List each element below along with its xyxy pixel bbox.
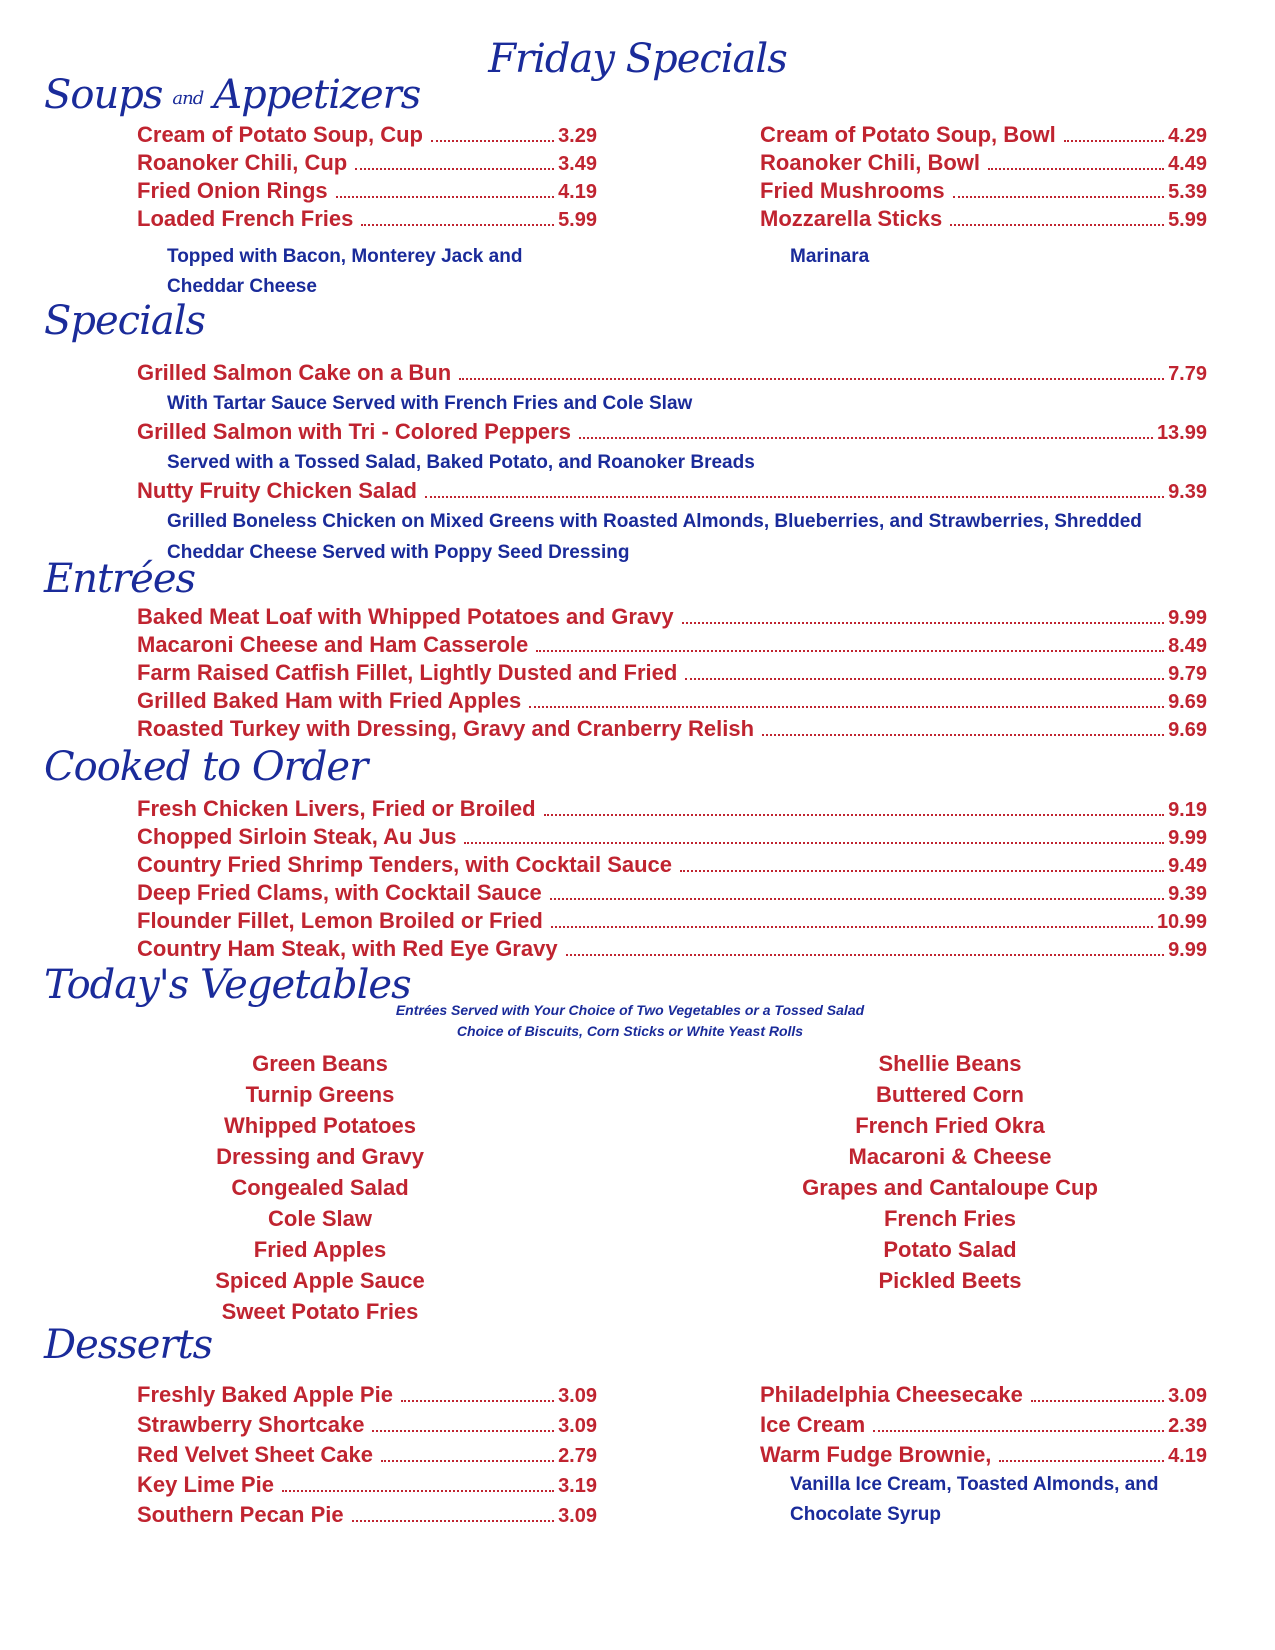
item-price: 9.99	[1168, 607, 1207, 629]
menu-item	[137, 1502, 597, 1532]
dot-leader	[355, 168, 554, 170]
menu-item	[137, 716, 1207, 744]
item-name: Ice Cream	[760, 1412, 866, 1437]
item-name: Fresh Chicken Livers, Fried or Broiled	[137, 796, 536, 821]
vegetable-item: Whipped Potatoes	[224, 1113, 416, 1138]
section-title-and: and	[172, 87, 204, 109]
vegetable-item: Shellie Beans	[878, 1051, 1022, 1076]
item-price: 9.69	[1168, 719, 1207, 741]
vegetables-right-column	[760, 1048, 1140, 1296]
section-title-entrees: Entrées	[44, 556, 196, 602]
section-title-todays-vegetables: Today's Vegetables	[44, 962, 411, 1008]
item-price: 7.79	[1168, 363, 1207, 385]
item-price: 9.19	[1168, 799, 1207, 821]
menu-item	[137, 688, 1207, 716]
menu-item	[137, 660, 1207, 688]
item-name: Grilled Salmon with Tri - Colored Peppers	[137, 419, 571, 444]
item-description: With Tartar Sauce Served with French Fries and Cole Slaw	[167, 393, 693, 414]
entrees-list	[137, 604, 1207, 744]
item-description: Topped with Bacon, Monterey Jack and	[167, 246, 523, 267]
dot-leader	[873, 1430, 1164, 1432]
item-description: Vanilla Ice Cream, Toasted Almonds, and	[790, 1474, 1159, 1495]
menu-item	[137, 150, 597, 178]
menu-item	[137, 880, 1207, 908]
menu-item	[137, 206, 597, 234]
dot-leader	[336, 196, 554, 198]
item-price: 13.99	[1156, 422, 1207, 444]
item-description: Cheddar Cheese Served with Poppy Seed Dressing	[167, 542, 630, 563]
dot-leader	[361, 224, 554, 226]
vegetables-note-line-2: Choice of Biscuits, Corn Sticks or White Yeast Rolls	[456, 1023, 804, 1039]
dot-leader	[988, 168, 1164, 170]
item-name: Loaded French Fries	[137, 206, 354, 231]
item-description: Served with a Tossed Salad, Baked Potato, and Roanoker Breads	[167, 452, 755, 473]
item-price: 9.99	[1168, 939, 1207, 961]
dot-leader	[536, 650, 1164, 652]
item-name: Red Velvet Sheet Cake	[137, 1442, 374, 1467]
section-title-specials: Specials	[44, 298, 206, 344]
item-name: Baked Meat Loaf with Whipped Potatoes and Gravy	[137, 604, 674, 629]
item-price: 5.39	[1168, 181, 1207, 203]
dot-leader	[425, 496, 1164, 498]
menu-item	[760, 1442, 1207, 1472]
vegetable-item: Pickled Beets	[878, 1268, 1022, 1293]
menu-item	[760, 1382, 1207, 1412]
desserts-right-column	[760, 1382, 1207, 1472]
item-price: 2.39	[1168, 1415, 1207, 1437]
dot-leader	[459, 378, 1164, 380]
item-price: 3.49	[558, 153, 597, 175]
dot-leader	[282, 1490, 554, 1492]
section-title-cooked-to-order: Cooked to Order	[44, 744, 368, 790]
item-price: 3.09	[558, 1385, 597, 1407]
item-price: 9.39	[1168, 883, 1207, 905]
dot-leader	[680, 870, 1164, 872]
vegetable-item: Fried Apples	[253, 1237, 387, 1262]
item-price: 4.49	[1168, 153, 1207, 175]
menu-item	[137, 419, 1207, 447]
item-price: 9.39	[1168, 481, 1207, 503]
dot-leader	[529, 706, 1164, 708]
item-name: Roanoker Chili, Cup	[137, 150, 348, 175]
menu-item	[137, 122, 597, 150]
item-name: Key Lime Pie	[137, 1472, 274, 1497]
menu-item	[137, 852, 1207, 880]
menu-item	[137, 632, 1207, 660]
menu-item	[137, 824, 1207, 852]
dot-leader	[999, 1460, 1164, 1462]
dot-leader	[1031, 1400, 1164, 1402]
soups-left-column	[137, 122, 597, 234]
menu-item	[137, 1382, 597, 1412]
dot-leader	[682, 622, 1164, 624]
item-price: 3.09	[558, 1505, 597, 1527]
item-price: 4.29	[1168, 125, 1207, 147]
item-price: 3.29	[558, 125, 597, 147]
item-name: Grilled Salmon Cake on a Bun	[137, 360, 452, 385]
vegetable-item: Grapes and Cantaloupe Cup	[802, 1175, 1098, 1200]
dot-leader	[381, 1460, 554, 1462]
item-name: Fried Onion Rings	[137, 178, 328, 203]
vegetable-item: Turnip Greens	[245, 1082, 395, 1107]
item-name: Philadelphia Cheesecake	[760, 1382, 1023, 1407]
vegetable-item: Potato Salad	[883, 1237, 1017, 1262]
dot-leader	[762, 734, 1164, 736]
item-description: Marinara	[790, 246, 870, 267]
vegetable-item: Macaroni & Cheese	[848, 1144, 1052, 1169]
section-title-soups: Soups	[44, 72, 163, 118]
dot-leader	[431, 140, 554, 142]
menu-item	[137, 1442, 597, 1472]
dot-leader	[566, 954, 1164, 956]
dot-leader	[464, 842, 1164, 844]
vegetable-item: Spiced Apple Sauce	[215, 1268, 425, 1293]
vegetable-item: French Fries	[883, 1206, 1017, 1231]
menu-item	[760, 122, 1207, 150]
menu-item	[760, 206, 1207, 234]
item-price: 4.19	[1168, 1445, 1207, 1467]
item-price: 3.09	[558, 1415, 597, 1437]
dot-leader	[579, 437, 1153, 439]
vegetable-item: Congealed Salad	[231, 1175, 409, 1200]
section-title-soups-appetizers	[44, 72, 420, 118]
item-description: Grilled Boneless Chicken on Mixed Greens with Roasted Almonds, Blueberries, and Strawberries, Shredded	[167, 511, 1142, 532]
vegetable-item: Cole Slaw	[268, 1206, 372, 1231]
item-price: 9.79	[1168, 663, 1207, 685]
item-name: Cream of Potato Soup, Bowl	[760, 122, 1056, 147]
menu-item	[137, 1472, 597, 1502]
soups-right-column	[760, 122, 1207, 234]
menu-item	[760, 1412, 1207, 1442]
menu-item	[137, 936, 1207, 964]
item-name: Country Ham Steak, with Red Eye Gravy	[137, 936, 558, 961]
vegetable-item: Dressing and Gravy	[216, 1144, 424, 1169]
item-price: 9.69	[1168, 691, 1207, 713]
item-name: Flounder Fillet, Lemon Broiled or Fried	[137, 908, 543, 933]
dot-leader	[1064, 140, 1164, 142]
dot-leader	[685, 678, 1164, 680]
item-name: Deep Fried Clams, with Cocktail Sauce	[137, 880, 542, 905]
item-price: 2.79	[558, 1445, 597, 1467]
dot-leader	[372, 1430, 554, 1432]
vegetables-note-line-1: Entrées Served with Your Choice of Two Vegetables or a Tossed Salad	[395, 1002, 865, 1018]
item-price: 5.99	[558, 209, 597, 231]
item-price: 4.19	[558, 181, 597, 203]
section-title-appetizers: Appetizers	[213, 72, 421, 118]
menu-item	[137, 604, 1207, 632]
menu-item	[137, 908, 1207, 936]
item-price: 8.49	[1168, 635, 1207, 657]
vegetable-item: Green Beans	[252, 1051, 388, 1076]
menu-item	[137, 360, 1207, 388]
cooked-to-order-list	[137, 796, 1207, 964]
dot-leader	[551, 926, 1153, 928]
item-name: Mozzarella Sticks	[760, 206, 943, 231]
menu-item	[137, 178, 597, 206]
section-title-desserts: Desserts	[44, 1322, 213, 1368]
menu-item	[760, 178, 1207, 206]
dot-leader	[550, 898, 1164, 900]
item-price: 5.99	[1168, 209, 1207, 231]
specials-list	[137, 360, 1207, 568]
item-price: 10.99	[1156, 911, 1207, 933]
page-title: Friday Specials	[488, 36, 787, 82]
item-name: Grilled Baked Ham with Fried Apples	[137, 688, 522, 713]
dot-leader	[544, 814, 1165, 816]
item-description: Chocolate Syrup	[790, 1504, 941, 1525]
menu-item	[137, 478, 1207, 506]
item-name: Fried Mushrooms	[760, 178, 945, 203]
menu-item	[760, 150, 1207, 178]
item-name: Nutty Fruity Chicken Salad	[137, 478, 417, 503]
item-price: 9.99	[1168, 827, 1207, 849]
item-price: 9.49	[1168, 855, 1207, 877]
dot-leader	[401, 1400, 554, 1402]
item-name: Farm Raised Catfish Fillet, Lightly Dusted and Fried	[137, 660, 678, 685]
menu-item	[137, 796, 1207, 824]
dot-leader	[352, 1520, 554, 1522]
item-price: 3.19	[558, 1475, 597, 1497]
item-name: Warm Fudge Brownie,	[760, 1442, 992, 1467]
dot-leader	[953, 196, 1164, 198]
desserts-left-column	[137, 1382, 597, 1532]
item-price: 3.09	[1168, 1385, 1207, 1407]
item-name: Roasted Turkey with Dressing, Gravy and Cranberry Relish	[137, 716, 755, 741]
dot-leader	[950, 224, 1164, 226]
vegetable-item: Sweet Potato Fries	[221, 1299, 419, 1324]
item-name: Freshly Baked Apple Pie	[137, 1382, 393, 1407]
item-name: Southern Pecan Pie	[137, 1502, 344, 1527]
vegetable-item: French Fried Okra	[855, 1113, 1045, 1138]
vegetable-item: Buttered Corn	[876, 1082, 1024, 1107]
item-name: Strawberry Shortcake	[137, 1412, 365, 1437]
vegetables-left-column	[160, 1048, 480, 1327]
item-description: Cheddar Cheese	[167, 276, 317, 297]
item-name: Country Fried Shrimp Tenders, with Cocktail Sauce	[137, 852, 673, 877]
menu-item	[137, 1412, 597, 1442]
item-name: Cream of Potato Soup, Cup	[137, 122, 423, 147]
item-name: Chopped Sirloin Steak, Au Jus	[137, 824, 457, 849]
item-name: Roanoker Chili, Bowl	[760, 150, 981, 175]
item-name: Macaroni Cheese and Ham Casserole	[137, 632, 529, 657]
